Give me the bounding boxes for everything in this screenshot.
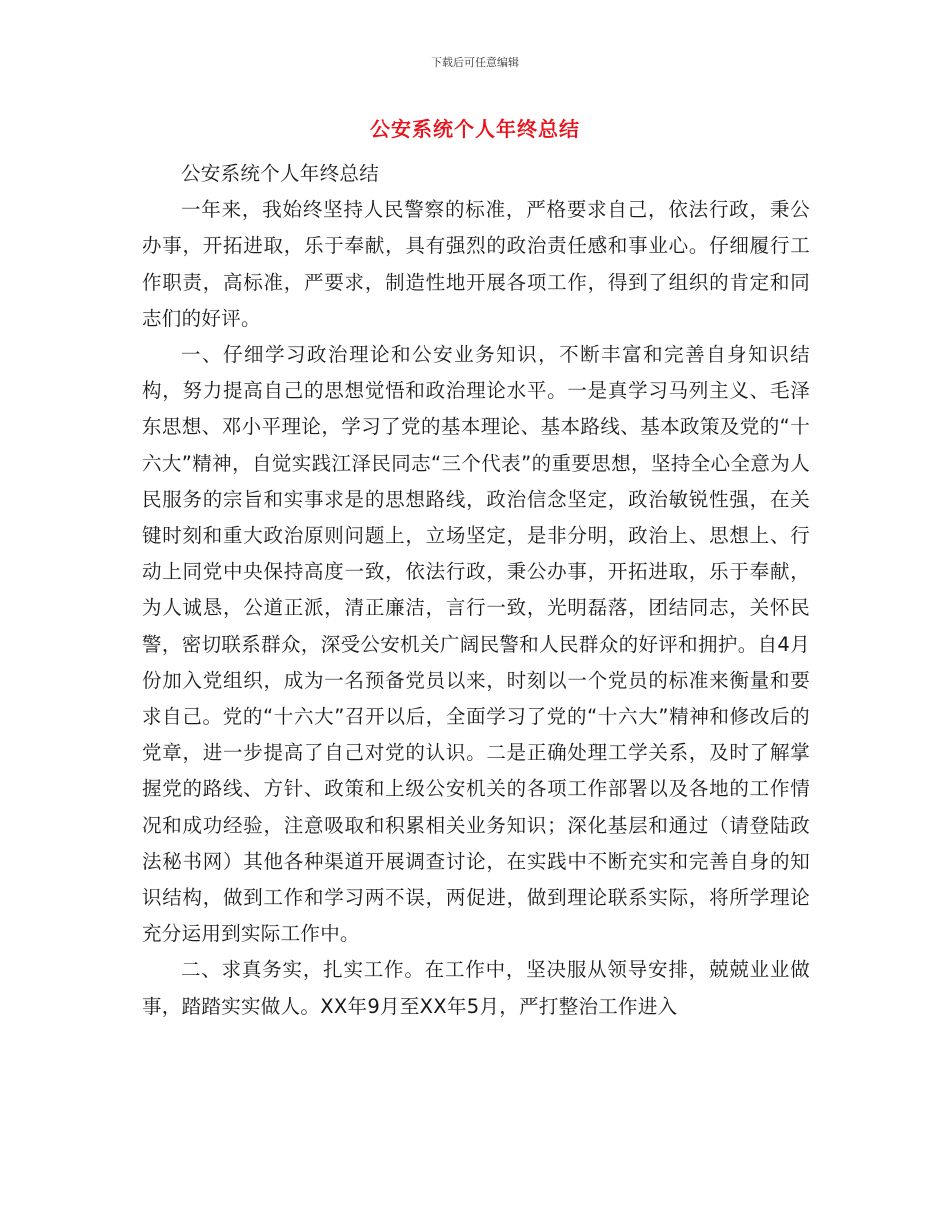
paragraph-intro: 一年来，我始终坚持人民警察的标准，严格要求自己，依法行政，秉公办事，开拓进取，乐于奉献，具有强烈的政治责任感和事业心。仔细履行工作职责，高标准，严要求，制造性地开展各项工作，得到了组织的肯定和同志们的好评。 — [142, 198, 810, 330]
paragraph-subtitle: 公安系统个人年终总结 — [181, 162, 380, 185]
paragraph-section-one: 一、仔细学习政治理论和公安业务知识，不断丰富和完善自身知识结构，努力提高自己的思想觉悟和政治理论水平。一是真学习马列主义、毛泽东思想、邓小平理论，学习了党的基本理论、基本路线、基本政策及党的“十六大”精神，自觉实践江泽民同志“三个代表”的重要思想，坚持全心全意为人民服务的宗旨和实事求是的思想路线，政治信念坚定，政治敏锐性强，在关键时刻和重大政治原则问题上，立场坚定，是非分明，政治上、思想上、行动上同党中央保持高度一致，依法行政，秉公办事，开拓进取，乐于奉献，为人诚恳，公道正派，清正廉洁，言行一致，光明磊落，团结同志，关怀民警，密切联系群众，深受公安机关广阔民警和人民群众的好评和拥护。自4月份加入党组织，成为一名预备党员以来，时刻以一个党员的标准来衡量和要求自己。党的“十六大”召开以后，全面学习了党的“十六大”精神和修改后的党章，进一步提高了自己对党的认识。二是正确处理工学关系，及时了解掌握党的路线、方针、政策和上级公安机关的各项工作部署以及各地的工作情况和成功经验，注意吸取和积累相关业务知识；深化基层和通过（请登陆政法秘书网）其他各种渠道开展调查讨论，在实践中不断充实和完善自身的知识结构，做到工作和学习两不误，两促进，做到理论联系实际，将所学理论充分运用到实际工作中。 — [142, 343, 810, 946]
header-note: 下载后可任意编辑 — [431, 56, 519, 69]
document-title: 公安系统个人年终总结 — [370, 117, 580, 141]
paragraph-section-two: 二、求真务实，扎实工作。在工作中，坚决服从领导安排，兢兢业业做事，踏踏实实做人。XX年9月至XX年5月，严打整治工作进入 — [142, 958, 810, 1018]
document-body — [142, 156, 810, 1025]
